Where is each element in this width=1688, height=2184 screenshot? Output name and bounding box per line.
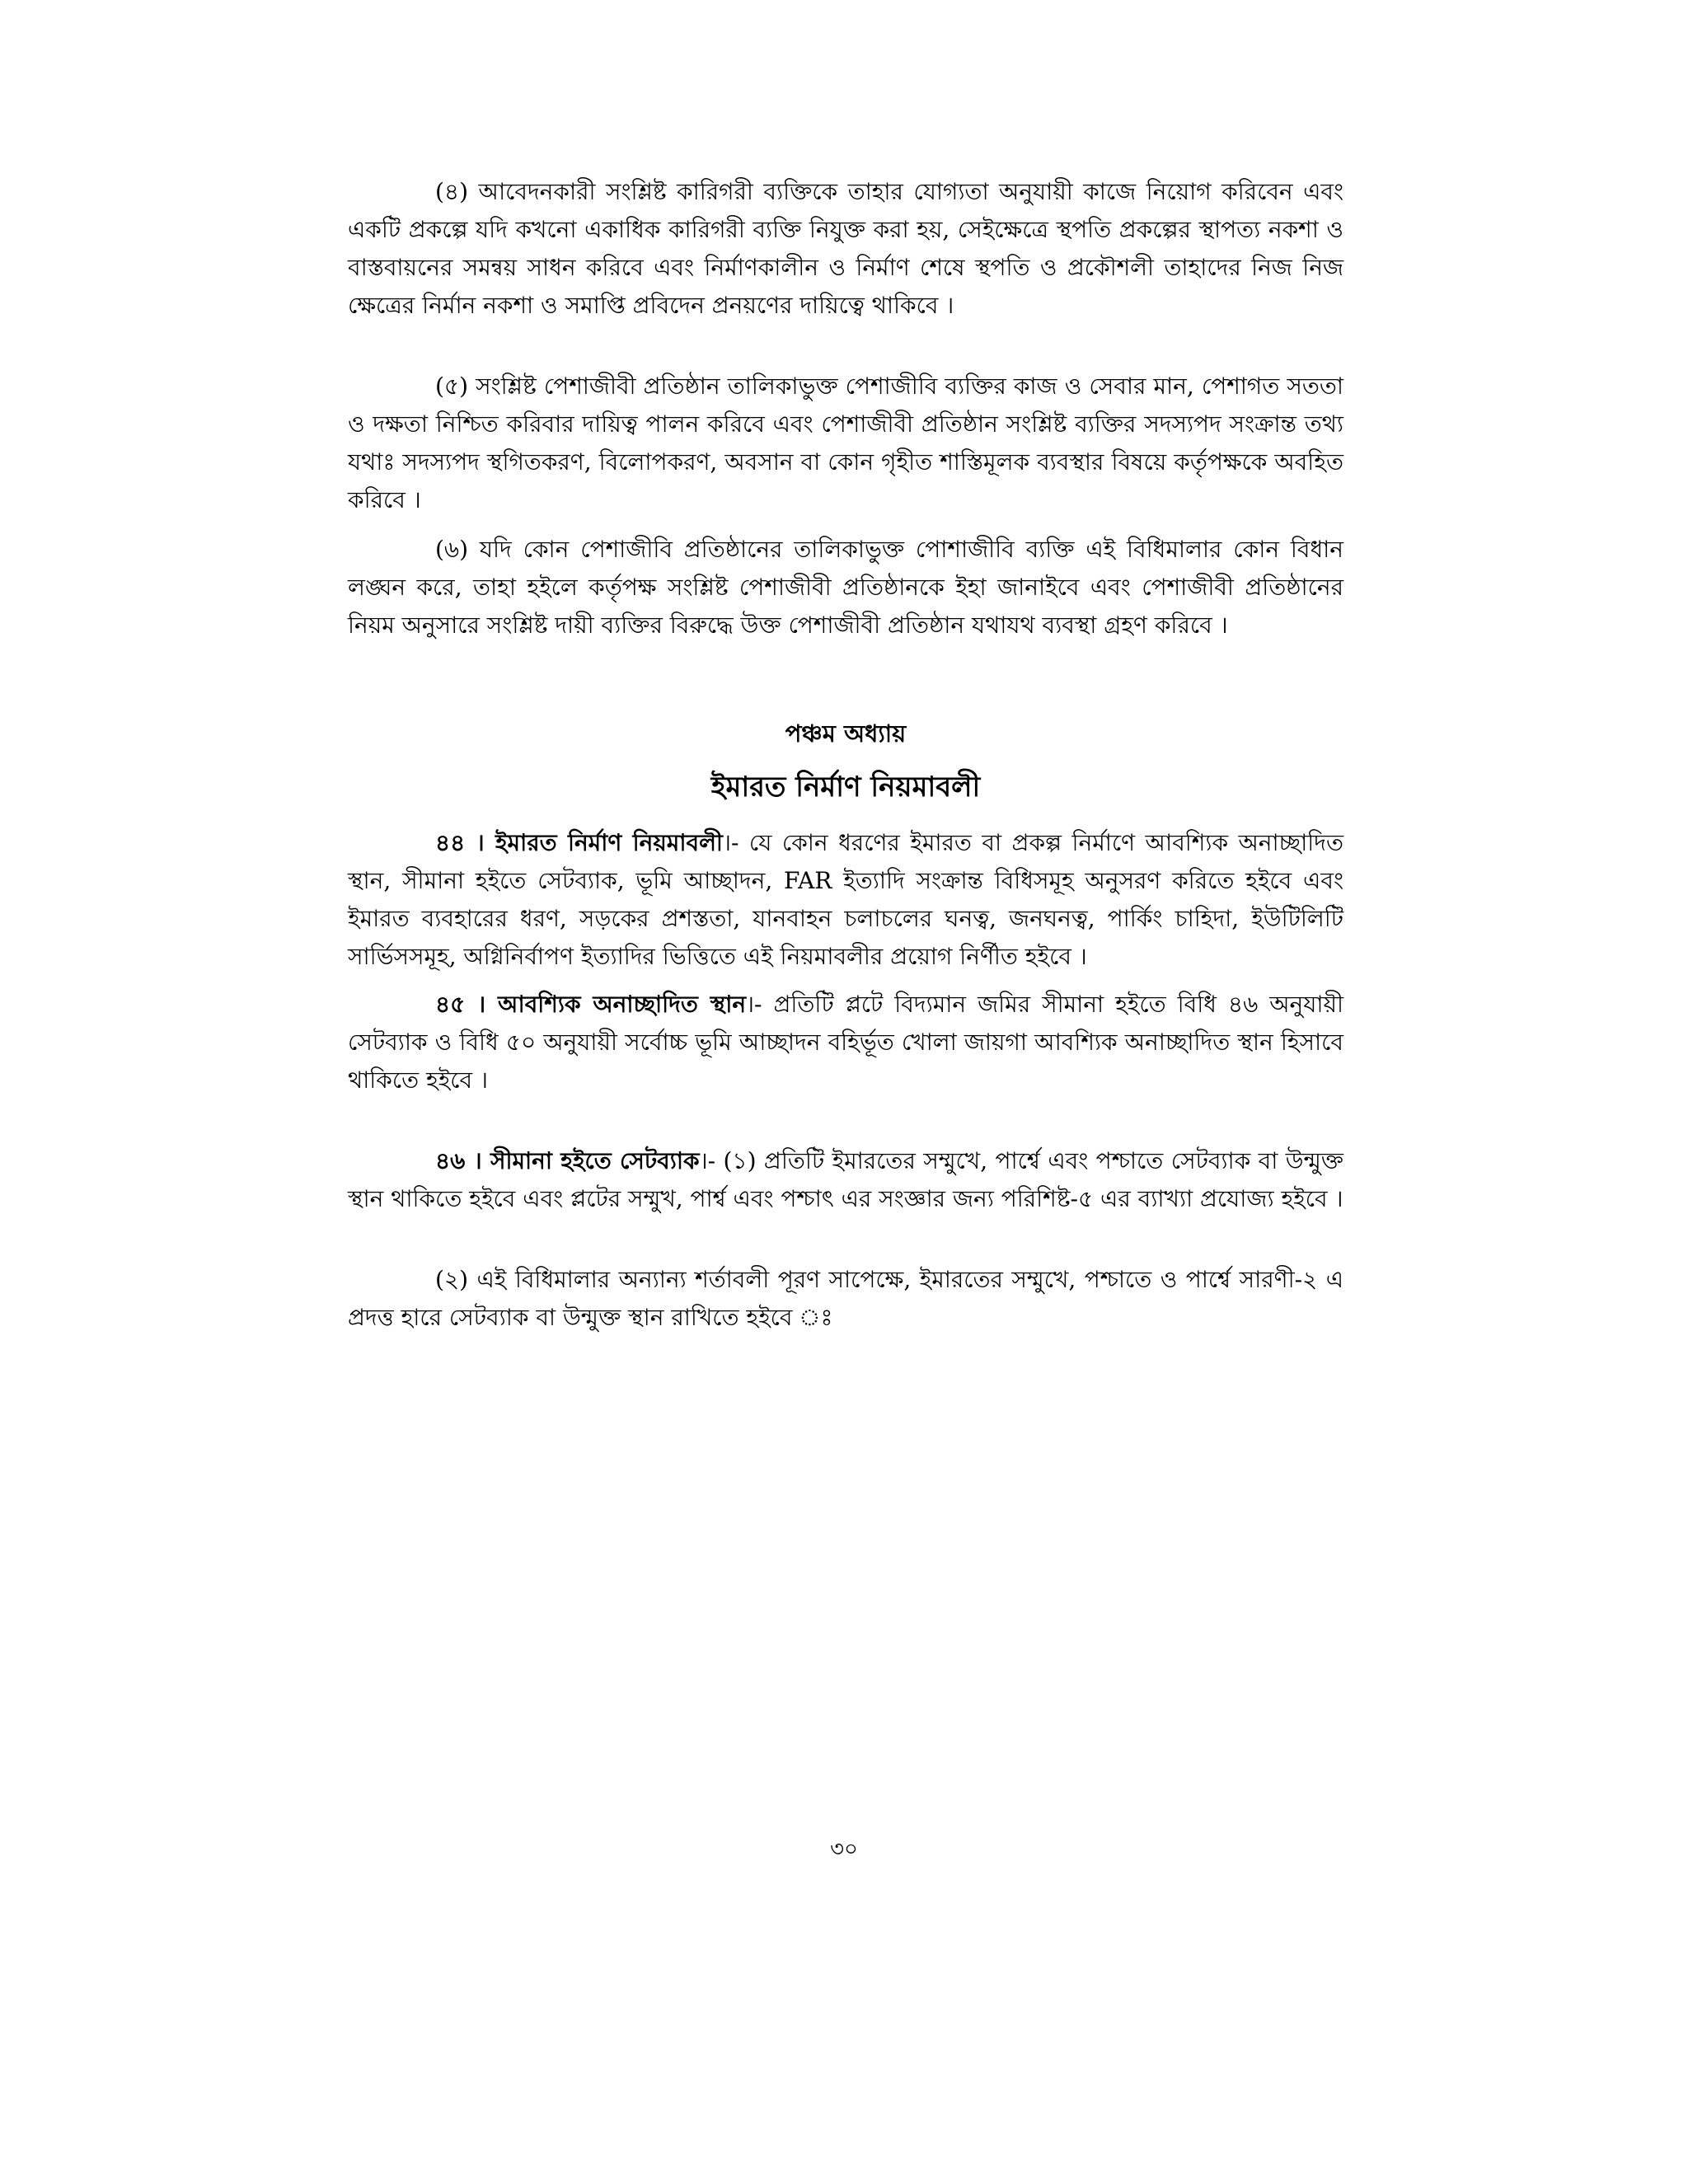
rule-46-title: ৪৬ । সীমানা হইতে সেটব্যাক [435, 1147, 700, 1174]
rule-44 [348, 824, 1343, 976]
rule-44-title: ৪৪ । ইমারত নির্মাণ নিয়মাবলী [435, 829, 723, 856]
page-number: ৩০ [830, 1837, 858, 1862]
paragraph-6: (৬) যদি কোন পেশাজীবি প্রতিষ্ঠানের তালিকাভুক্ত পোশাজীবি ব্যক্তি এই বিধিমালার কোন বিধান লঙ্ঘন করে, তাহা হইলে কর্তৃপক্ষ সংশ্লিষ্ট পেশাজীবী প্রতিষ্ঠানকে ইহা জানাইবে এবং পেশাজীবী প্রতিষ্ঠানের নিয়ম অনুসারে সংশ্লিষ্ট দায়ী ব্যক্তির বিরুদ্ধে উক্ত পেশাজীবী প্রতিষ্ঠান যথাযথ ব্যবস্থা গ্রহণ করিবে । [348, 536, 1343, 639]
rule-44-body: ।- যে কোন ধরণের ইমারত বা প্রকল্প নির্মাণে আবশ্যিক অনাচ্ছাদিত স্থান, সীমানা হইতে সেটব্যাক, ভূমি আচ্ছাদন, FAR ইত্যাদি সংক্রান্ত বিধিসমূহ অনুসরণ করিতে হইবে এবং ইমারত ব্যবহারের ধরণ, সড়কের প্রশস্ততা, যানবাহন চলাচলের ঘনত্ব, জনঘনত্ব, পার্কিং চাহিদা, ইউটিলিটি সার্ভিসসমূহ, অগ্নিনির্বাপণ ইত্যাদির ভিত্তিতে এই নিয়মাবলীর প্রয়োগ নির্ণীত হইবে । [348, 829, 1343, 970]
paragraph-5: (৫) সংশ্লিষ্ট পেশাজীবী প্রতিষ্ঠান তালিকাভুক্ত পেশাজীবি ব্যক্তির কাজ ও সেবার মান, পেশাগত সততা ও দক্ষতা নিশ্চিত করিবার দায়িত্ব পালন করিবে এবং পেশাজীবী প্রতিষ্ঠান সংশ্লিষ্ট ব্যক্তির সদস্যপদ সংক্রান্ত তথ্য যথাঃ সদস্যপদ স্থগিতকরণ, বিলোপকরণ, অবসান বা কোন গৃহীত শাস্তিমূলক ব্যবস্থার বিষয়ে কর্তৃপক্ষকে অবহিত করিবে । [348, 373, 1343, 513]
rule-46-body: ।- (১) প্রতিটি ইমারতের সম্মুখে, পার্শ্বে এবং পশ্চাতে সেটব্যাক বা উন্মুক্ত স্থান থাকিতে হইবে এবং প্লটের সম্মুখ, পার্শ্ব এবং পশ্চাৎ এর সংজ্ঞার জন্য পরিশিষ্ট-৫ এর ব্যাখ্যা প্রযোজ্য হইবে । [348, 1147, 1344, 1212]
chapter-title: পঞ্চম অধ্যায় [785, 719, 907, 748]
chapter-heading: ইমারত নির্মাণ নিয়মাবলী [710, 771, 981, 804]
rule-45-body: ।- প্রতিটি প্লটে বিদ্যমান জমির সীমানা হইতে বিধি ৪৬ অনুযায়ী সেটব্যাক ও বিধি ৫০ অনুযায়ী সর্বোচ্চ ভূমি আচ্ছাদন বহির্ভূত খোলা জায়গা আবশ্যিক অনাচ্ছাদিত স্থান হিসাবে থাকিতে হইবে । [348, 991, 1343, 1094]
rule-45-title: ৪৫ । আবশ্যিক অনাচ্ছাদিত স্থান [435, 991, 747, 1018]
rule-46 [348, 1142, 1343, 1218]
paragraph-46-2: (২) এই বিধিমালার অন্যান্য শর্তাবলী পূরণ সাপেক্ষে, ইমারতের সম্মুখে, পশ্চাতে ও পার্শ্বে সারণী-২ এ প্রদত্ত হারে সেটব্যাক বা উন্মুক্ত স্থান রাখিতে হইবে ঃ [348, 1266, 1343, 1331]
rule-45 [348, 986, 1343, 1099]
paragraph-4: (৪) আবেদনকারী সংশ্লিষ্ট কারিগরী ব্যক্তিকে তাহার যোগ্যতা অনুযায়ী কাজে নিয়োগ করিবেন এবং একটি প্রকল্পে যদি কখনো একাধিক কারিগরী ব্যক্তি নিযুক্ত করা হয়, সেইক্ষেত্রে স্থপতি প্রকল্পের স্থাপত্য নকশা ও বাস্তবায়নের সমন্বয় সাধন করিবে এবং নির্মাণকালীন ও নির্মাণ শেষে স্থপতি ও প্রকৌশলী তাহাদের নিজ নিজ ক্ষেত্রের নির্মান নকশা ও সমাপ্তি প্রবিদেন প্রনয়ণের দায়িত্বে থাকিবে । [348, 178, 1344, 319]
document-page [348, 173, 1343, 1337]
